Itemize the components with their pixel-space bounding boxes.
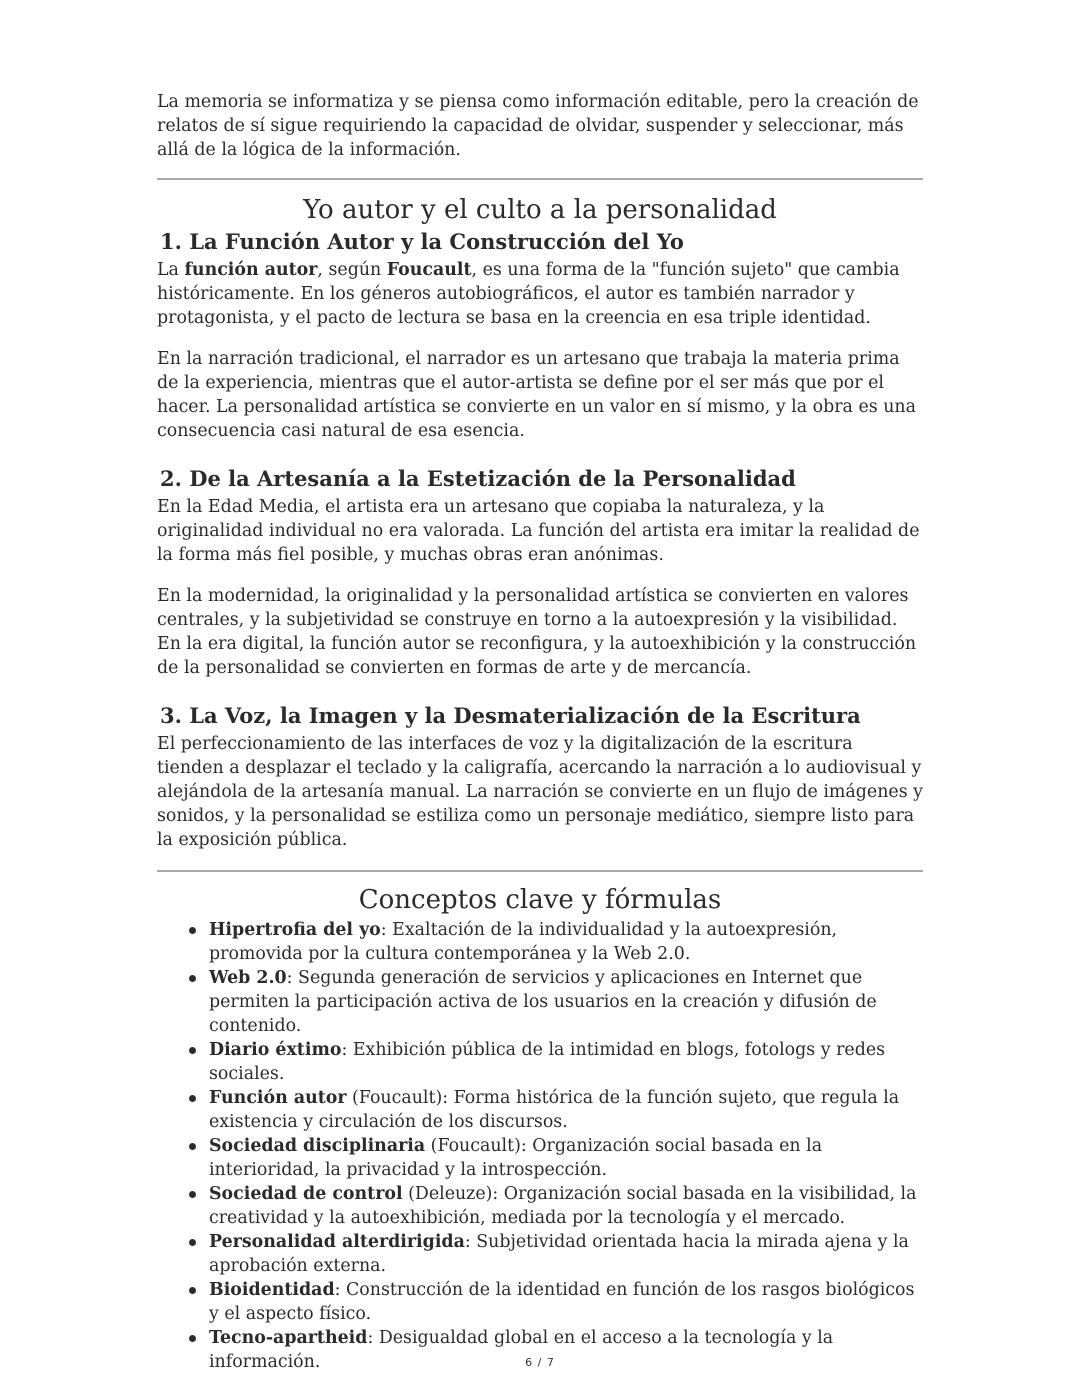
section-title-yo-autor: Yo autor y el culto a la personalidad [303, 195, 777, 225]
subsection-heading-voz-imagen: 3. La Voz, la Imagen y la Desmaterialización de la Escritura [160, 703, 861, 728]
bullet-icon [189, 1287, 196, 1294]
bold-term: Foucault [386, 260, 472, 280]
paragraph-modernidad: En la modernidad, la originalidad y la personalidad artística se convierten en valores centrales, y la subjetividad se construye en torno a la autoexpresión y la visibilidad. En la era digital, la función autor se reconfigura, y la autoexhibición y la construcción de la personalidad se convierten en formas de arte y de mercancía. [157, 586, 917, 678]
paragraph-narracion-tradicional: En la narración tradicional, el narrador es un artesano que trabaja la materia prima de la experiencia, mientras que el autor-artista se define por el ser más que por el hacer. La personalidad artística se convierte en un valor en sí mismo, y la obra es una consecuencia casi natural de esa esencia. [157, 349, 916, 441]
list-item: Personalidad alterdirigida: Subjetividad orientada hacia la mirada ajena y la aprobación externa. [157, 1230, 923, 1278]
paragraph-funcion-autor: La función autor, según Foucault, es una forma de la "función sujeto" que cambia históricamente. En los géneros autobiográficos, el autor es también narrador y protagonista, y el pacto de lectura se basa en la creencia en esa triple identidad. [157, 260, 900, 328]
list-item: Diario éxtimo: Exhibición pública de la intimidad en blogs, fotologs y redes sociales. [157, 1038, 923, 1086]
paragraph-interfaces-voz: El perfeccionamiento de las interfaces de voz y la digitalización de la escritura tienden a desplazar el teclado y la caligrafía, acercando la narración a lo audiovisual y alejándola de la artesanía manual. La narración se convierte en un flujo de imágenes y sonidos, y la personalidad se estiliza como un personaje mediático, siempre listo para la exposición pública. [157, 734, 923, 850]
section-title-conceptos: Conceptos clave y fórmulas [358, 885, 722, 915]
bullet-icon [189, 1143, 196, 1150]
bold-term: función autor [184, 260, 318, 280]
intro-paragraph: La memoria se informatiza y se piensa como información editable, pero la creación de relatos de sí sigue requiriendo la capacidad de olvidar, suspender y seleccionar, más allá de la lógica de la información. [157, 92, 919, 160]
list-item: Sociedad de control (Deleuze): Organización social basada en la visibilidad, la creatividad y la autoexhibición, mediada por la tecnología y el mercado. [157, 1182, 923, 1230]
section-divider [157, 870, 923, 872]
list-item: Hipertrofia del yo: Exaltación de la individualidad y la autoexpresión, promovida por la cultura contemporánea y la Web 2.0. [157, 918, 923, 966]
bullet-icon [189, 975, 196, 982]
paragraph-edad-media: En la Edad Media, el artista era un artesano que copiaba la naturaleza, y la originalidad individual no era valorada. La función del artista era imitar la realidad de la forma más fiel posible, y muchas obras eran anónimas. [157, 497, 920, 565]
list-item: Tecno-apartheid: Desigualdad global en el acceso a la tecnología y la información. [157, 1326, 923, 1374]
list-item: Sociedad disciplinaria (Foucault): Organización social basada en la interioridad, la privacidad y la introspección. [157, 1134, 923, 1182]
bullet-icon [189, 927, 196, 934]
bullet-icon [189, 1095, 196, 1102]
list-item: Bioidentidad: Construcción de la identidad en función de los rasgos biológicos y el aspecto físico. [157, 1278, 923, 1326]
page-number: 6 / 7 [525, 1356, 555, 1369]
bullet-icon [189, 1191, 196, 1198]
document-page [157, 90, 923, 1374]
list-item: Web 2.0: Segunda generación de servicios y aplicaciones en Internet que permiten la participación activa de los usuarios en la creación y difusión de contenido. [157, 966, 923, 1038]
concepts-list [157, 918, 923, 1374]
list-item: Función autor (Foucault): Forma histórica de la función sujeto, que regula la existencia y circulación de los discursos. [157, 1086, 923, 1134]
subsection-heading-artesania: 2. De la Artesanía a la Estetización de la Personalidad [160, 466, 796, 491]
bullet-icon [189, 1335, 196, 1342]
bullet-icon [189, 1239, 196, 1246]
bullet-icon [189, 1047, 196, 1054]
section-divider [157, 178, 923, 180]
subsection-heading-funcion-autor: 1. La Función Autor y la Construcción del Yo [160, 229, 684, 254]
